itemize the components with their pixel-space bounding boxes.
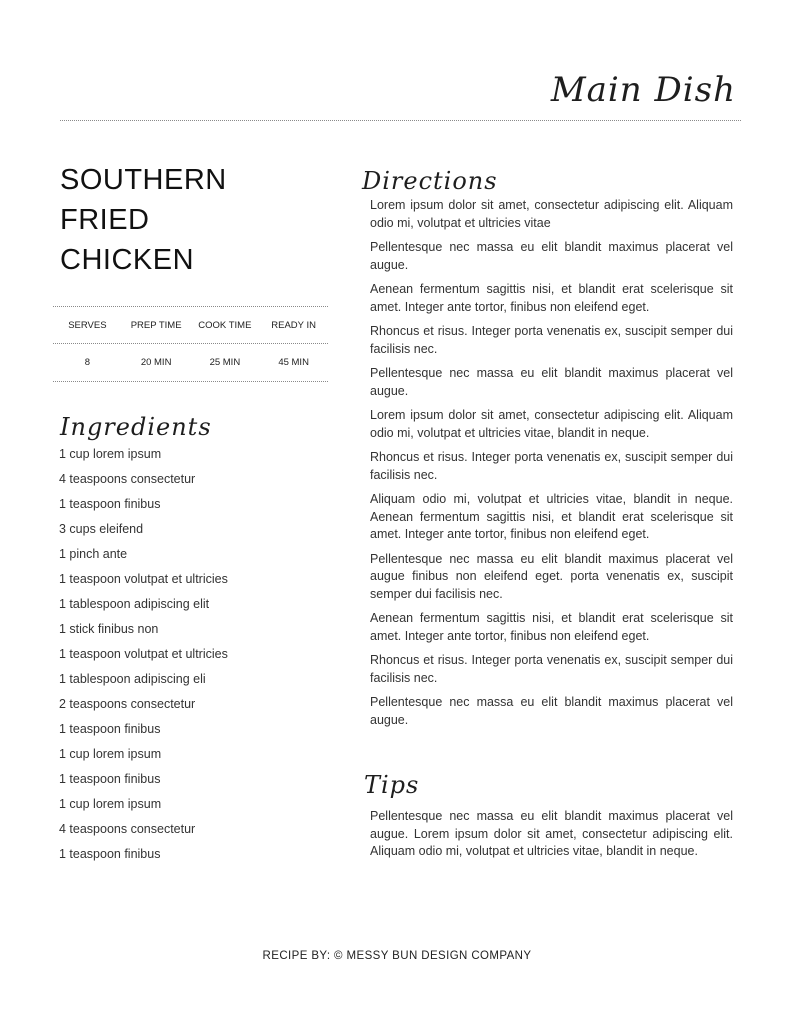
directions-heading: Directions [362,167,498,195]
direction-step: Pellentesque nec massa eu elit blandit maximus placerat vel augue. [370,695,733,727]
ready-in-value: 45 MIN [278,357,309,368]
recipe-title-line: SOUTHERN [60,164,227,196]
ready-in-label: READY IN [271,319,316,331]
ingredient-item: 1 pinch ante [59,547,128,561]
recipe-title [60,160,340,280]
ingredient-item: 2 teaspoons consectetur [59,697,196,711]
tips-heading: Tips [364,771,420,799]
cook-time-label: COOK TIME [198,319,252,331]
recipe-title-line: CHICKEN [60,244,195,276]
ingredient-item: 1 cup lorem ipsum [59,447,162,461]
direction-step: Aliquam odio mi, volutpat et ultricies vitae, blandit in neque. Aenean fermentum sagittis nisi, et blandit erat scelerisque sit amet. Integer ante tortor, finibus non eleifend eget. [370,492,733,541]
serves-label: SERVES [68,319,107,331]
direction-step: Pellentesque nec massa eu elit blandit maximus placerat vel augue. [370,366,733,398]
ingredient-item: 1 teaspoon finibus [59,847,161,861]
directions-list [370,197,733,736]
ingredient-item: 1 tablespoon adipiscing eli [59,672,206,686]
recipe-credit: RECIPE BY: © MESSY BUN DESIGN COMPANY [262,950,532,962]
ingredient-item: 4 teaspoons consectetur [59,822,196,836]
ingredient-item: 1 teaspoon volutpat et ultricies [59,572,228,586]
ingredient-item: 1 cup lorem ipsum [59,797,162,811]
prep-time-value: 20 MIN [140,357,172,368]
direction-step: Aenean fermentum sagittis nisi, et blandit erat scelerisque sit amet. Integer ante tortor, finibus non eleifend eget. [370,282,733,314]
ingredient-item: 1 teaspoon volutpat et ultricies [59,647,228,661]
direction-step: Rhoncus et risus. Integer porta venenatis ex, suscipit semper dui facilisis nec. [370,653,733,685]
ingredient-item: 1 teaspoon finibus [59,722,161,736]
serves-value: 8 [84,357,91,368]
direction-step: Rhoncus et risus. Integer porta venenatis ex, suscipit semper dui facilisis nec. [370,324,733,356]
ingredients-list [59,444,329,869]
ingredient-item: 1 cup lorem ipsum [59,747,162,761]
cook-time-value: 25 MIN [209,357,241,368]
tips-text: Pellentesque nec massa eu elit blandit maximus placerat vel augue. Lorem ipsum dolor sit amet, consectetur adipiscing elit. Aliquam odio mi, volutpat et ultricies vitae, blandit in neque. [370,809,733,858]
ingredient-item: 1 teaspoon finibus [59,772,161,786]
ingredients-heading: Ingredients [60,413,212,441]
recipe-category: Main Dish [550,70,736,110]
ingredient-item: 1 tablespoon adipiscing elit [59,597,210,611]
times-value-row [53,344,328,381]
direction-step: Lorem ipsum dolor sit amet, consectetur adipiscing elit. Aliquam odio mi, volutpat et ultricies vitae, blandit in neque. [370,408,733,440]
direction-step: Pellentesque nec massa eu elit blandit maximus placerat vel augue. [370,240,733,272]
times-header-row [53,307,328,344]
recipe-title-line: FRIED [60,204,150,236]
direction-step: Lorem ipsum dolor sit amet, consectetur adipiscing elit. Aliquam odio mi, volutpat et ultricies vitae [370,198,733,230]
header-divider [60,120,741,121]
direction-step: Pellentesque nec massa eu elit blandit maximus placerat vel augue finibus non eleifend eget. porta venenatis ex, suscipit semper dui facilisis nec. [370,551,733,601]
direction-step: Rhoncus et risus. Integer porta venenatis ex, suscipit semper dui facilisis nec. [370,450,733,482]
ingredient-item: 1 teaspoon finibus [59,497,161,511]
ingredient-item: 3 cups eleifend [59,522,144,536]
prep-time-label: PREP TIME [130,319,182,331]
direction-step: Aenean fermentum sagittis nisi, et blandit erat scelerisque sit amet. Integer ante tortor, finibus non eleifend eget. [370,611,733,643]
ingredient-item: 1 stick finibus non [59,622,159,636]
ingredient-item: 4 teaspoons consectetur [59,472,196,486]
recipe-times-table [53,306,328,382]
